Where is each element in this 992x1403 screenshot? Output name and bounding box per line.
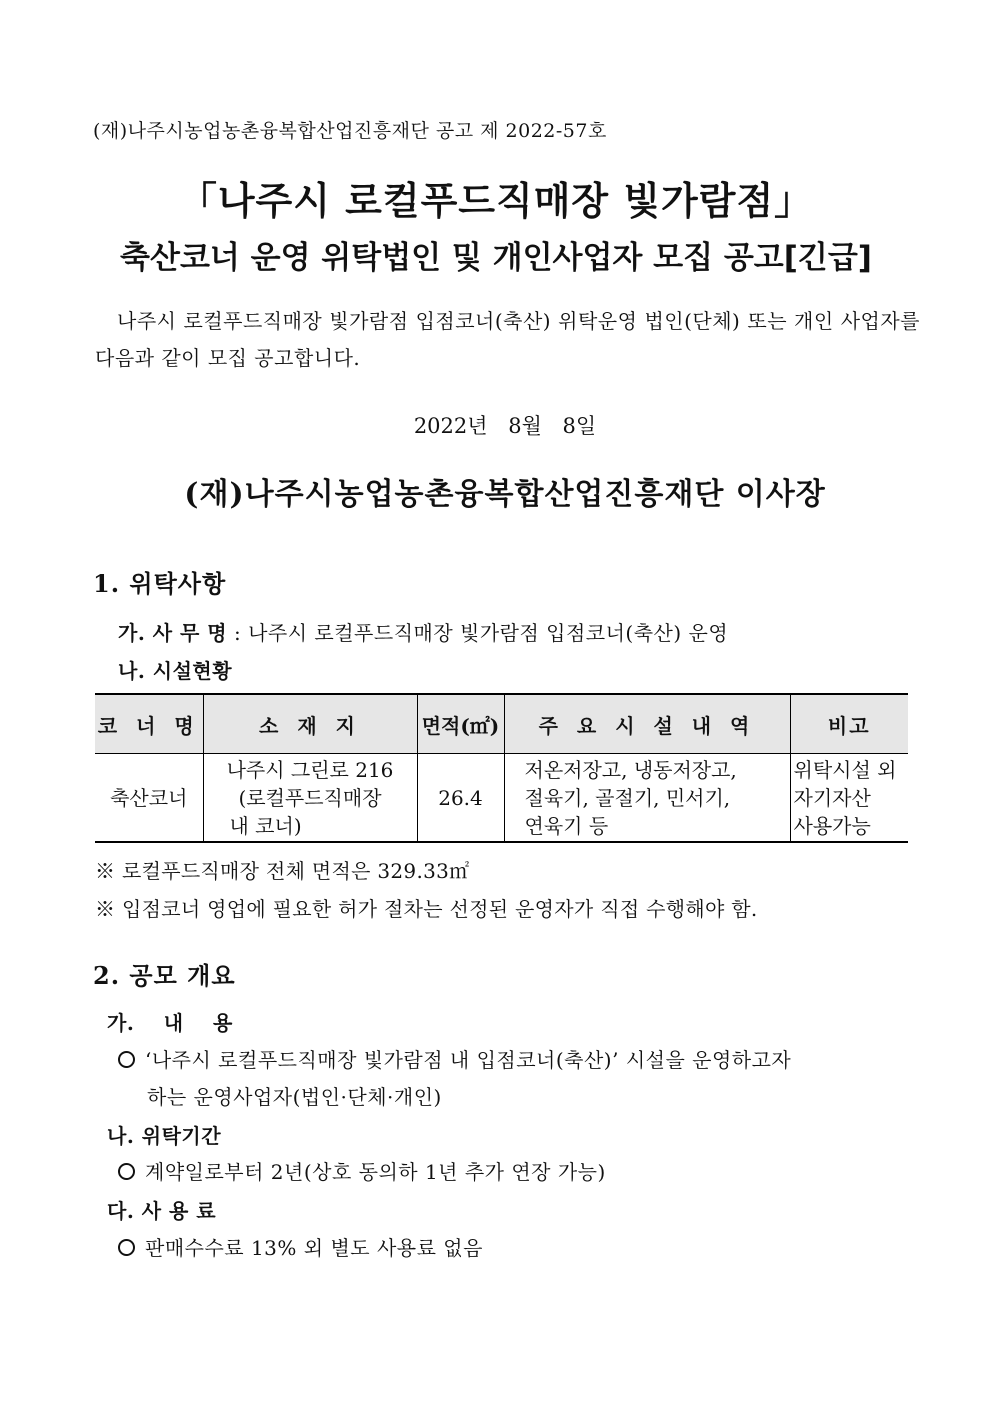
ga-text-line-1: ‘나주시 로컬푸드직매장 빛가람점 내 입점코너(축산)’ 시설을 운영하고자 (145, 1048, 792, 1072)
da-text: 판매수수료 13% 외 별도 사용료 없음 (145, 1236, 483, 1260)
cell-location (203, 754, 417, 843)
cell-facilities (504, 754, 790, 843)
header-area: 면적(㎡) (417, 694, 504, 754)
na-text: 계약일로부터 2년(상호 동의하 1년 추가 연장 가능) (145, 1160, 606, 1184)
item-na-label: 나. 시설현황 (118, 659, 233, 683)
cell-corner: 축산코너 (95, 754, 203, 843)
section-2-na-bullet (118, 1156, 606, 1185)
section-2-ga-bullet (118, 1044, 791, 1073)
title-line-2: 축산코너 운영 위탁법인 및 개인사업자 모집 공고[긴급] (120, 240, 872, 276)
issuer: (재)나주시농업농촌융복합산업진흥재단 이사장 (184, 477, 826, 512)
section-2-title: 2. 공모 개요 (93, 961, 236, 990)
section-2-ga-label: 가. 내 용 (107, 1011, 233, 1035)
header-location: 소 재 지 (203, 694, 417, 754)
header-facilities: 주 요 시 설 내 역 (504, 694, 790, 754)
item-ga-text: : 나주시 로컬푸드직매장 빛가람점 입점코너(축산) 운영 (234, 621, 729, 645)
remark-line-3: 사용가능 (793, 813, 871, 838)
table-row (95, 754, 908, 843)
section-1-title: 1. 위탁사항 (93, 569, 227, 598)
header-remark: 비고 (790, 694, 908, 754)
remark-line-1: 위탁시설 외 (793, 757, 897, 782)
facilities-line-2: 절육기, 골절기, 민서기, (524, 785, 731, 810)
intro-paragraph: 나주시 로컬푸드직매장 빛가람점 입점코너(축산) 위탁운영 법인(단체) 또는 개인 사업자를 다음과 같이 모집 공고합니다. (95, 309, 920, 370)
section-2-da-label: 다. 사 용 료 (107, 1199, 217, 1223)
cell-remark (790, 754, 908, 843)
facilities-line-3: 연육기 등 (524, 813, 609, 838)
notice-date: 2022년 8월 8일 (413, 414, 597, 438)
item-ga-label: 가. 사 무 명 (118, 621, 228, 645)
location-line-2: (로컬푸드직매장 (238, 785, 382, 810)
location-line-3: 내 코너) (229, 813, 302, 838)
circle-bullet-icon (118, 1051, 135, 1068)
circle-bullet-icon (118, 1239, 135, 1256)
ga-text-line-2: 하는 운영사업자(법인·단체·개인) (147, 1085, 442, 1109)
remark-line-2: 자기자산 (793, 785, 871, 810)
section-1-item-na (118, 655, 232, 684)
facilities-line-1: 저온저장고, 냉동저장고, (524, 757, 737, 782)
cell-area: 26.4 (417, 754, 504, 843)
section-1-item-ga (118, 617, 728, 646)
notice-number: (재)나주시농업농촌융복합산업진흥재단 공고 제 2022-57호 (93, 120, 607, 142)
note-permit: ※ 입점코너 영업에 필요한 허가 절차는 선정된 운영자가 직접 수행해야 함. (95, 897, 758, 921)
section-2-na-label: 나. 위탁기간 (107, 1124, 222, 1148)
circle-bullet-icon (118, 1163, 135, 1180)
title-line-1: 「나주시 로컬푸드직매장 빛가람점」 (178, 179, 814, 223)
facility-table (95, 693, 908, 843)
location-line-1: 나주시 그린로 216 (226, 757, 394, 782)
table-header-row (95, 694, 908, 754)
header-corner: 코 너 명 (95, 694, 203, 754)
note-total-area: ※ 로컬푸드직매장 전체 면적은 329.33㎡ (95, 859, 470, 883)
section-2-da-bullet (118, 1232, 483, 1261)
